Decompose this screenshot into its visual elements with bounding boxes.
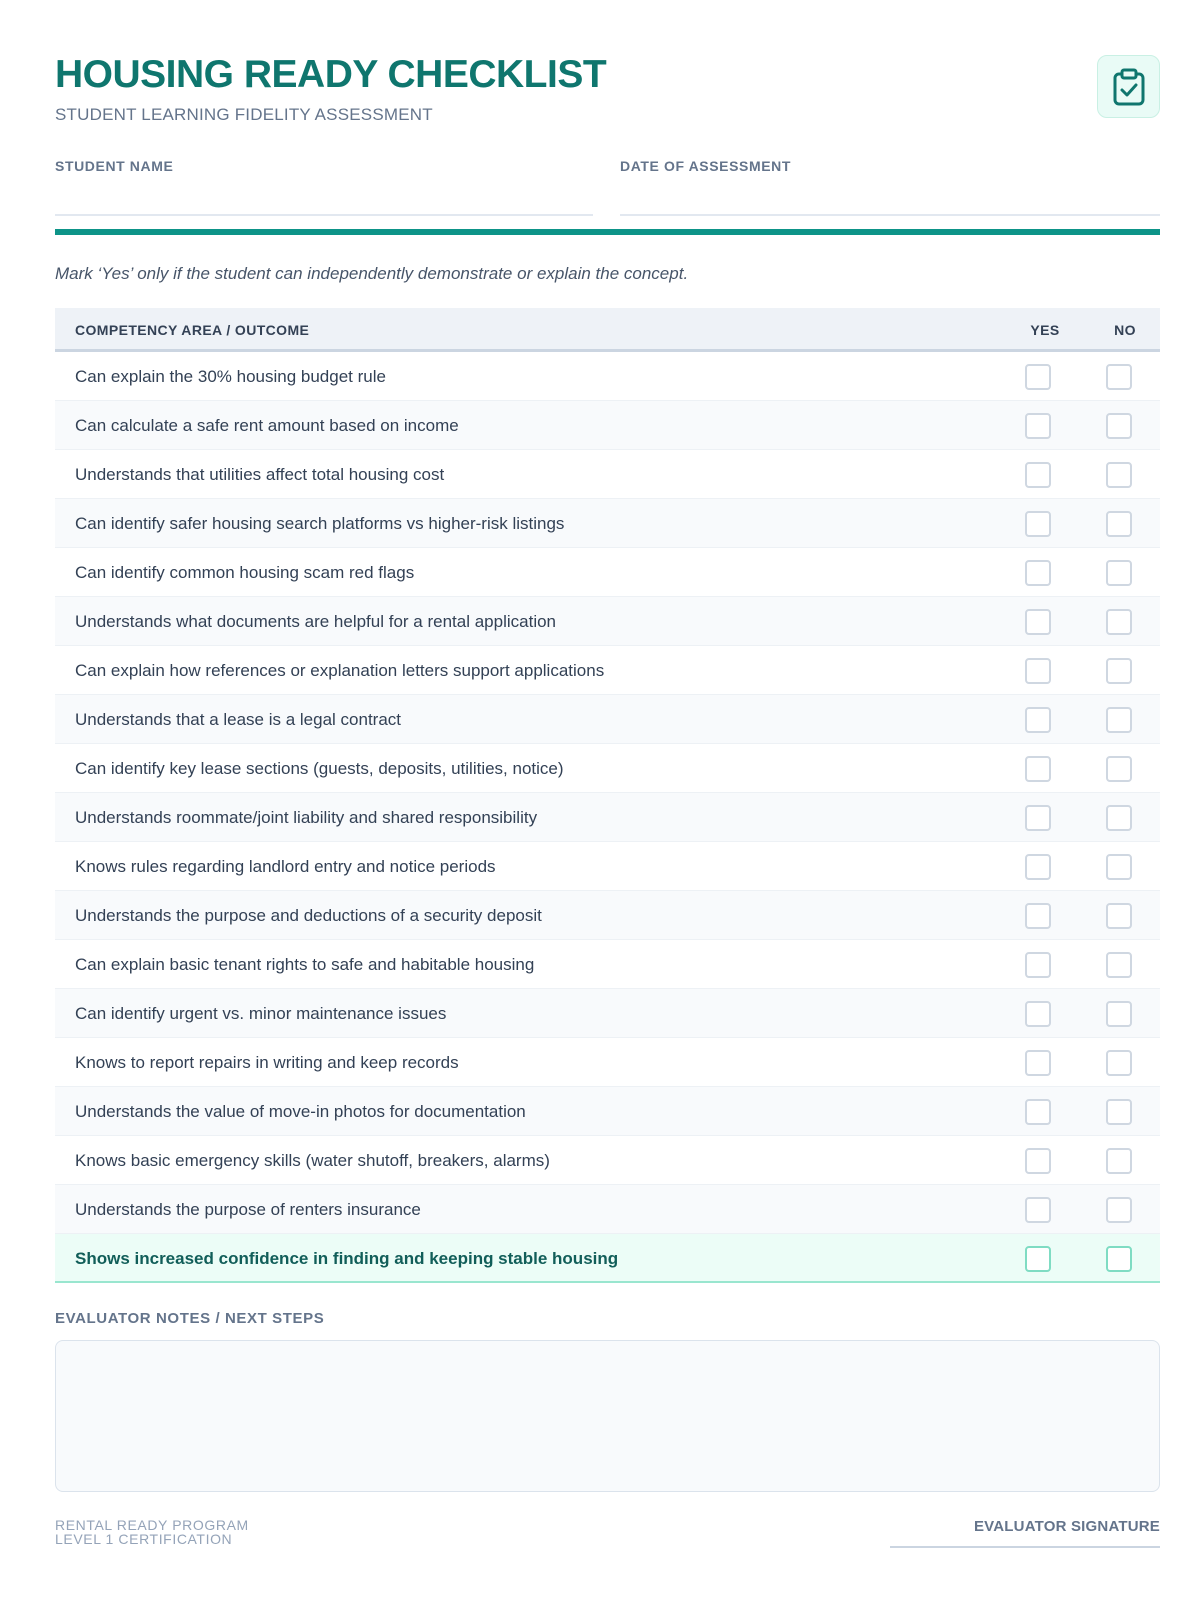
- table-row: [55, 352, 1160, 401]
- no-checkbox[interactable]: [1106, 1148, 1132, 1174]
- table-row: [55, 744, 1160, 793]
- competency-label: Knows rules regarding landlord entry and notice periods: [75, 857, 496, 876]
- yes-checkbox[interactable]: [1025, 413, 1051, 439]
- clipboard-check-icon: [1097, 55, 1160, 118]
- yes-checkbox[interactable]: [1025, 707, 1051, 733]
- table-row: [55, 646, 1160, 695]
- competency-label: Can identify urgent vs. minor maintenance issues: [75, 1004, 447, 1023]
- page-title: HOUSING READY CHECKLIST: [55, 53, 607, 96]
- table-header: [55, 308, 1160, 352]
- notes-textarea[interactable]: [55, 1340, 1160, 1492]
- competency-label: Understands roommate/joint liability and shared responsibility: [75, 808, 538, 827]
- evaluator-signature-line[interactable]: [890, 1546, 1160, 1548]
- no-checkbox[interactable]: [1106, 511, 1132, 537]
- competency-label: Can identify key lease sections (guests, deposits, utilities, notice): [75, 759, 564, 778]
- no-checkbox[interactable]: [1106, 1001, 1132, 1027]
- competency-label: Knows to report repairs in writing and keep records: [75, 1053, 459, 1072]
- evaluator-signature-label: EVALUATOR SIGNATURE: [973, 1518, 1160, 1535]
- competency-label: Understands the purpose of renters insurance: [75, 1200, 421, 1219]
- no-checkbox[interactable]: [1106, 1099, 1132, 1125]
- table-row: [55, 1185, 1160, 1234]
- yes-checkbox[interactable]: [1025, 609, 1051, 635]
- program-info: [55, 1518, 249, 1546]
- competency-label: Understands that a lease is a legal contract: [75, 710, 402, 729]
- table-row: [55, 989, 1160, 1038]
- no-checkbox[interactable]: [1106, 560, 1132, 586]
- table-row: [55, 597, 1160, 646]
- yes-checkbox[interactable]: [1025, 462, 1051, 488]
- competency-label: Can explain the 30% housing budget rule: [75, 367, 386, 386]
- competency-label: Can identify common housing scam red flags: [75, 563, 415, 582]
- table-row: [55, 450, 1160, 499]
- competency-label: Knows basic emergency skills (water shutoff, breakers, alarms): [75, 1151, 550, 1170]
- competency-label: Can calculate a safe rent amount based on income: [75, 416, 459, 435]
- table-row: [55, 891, 1160, 940]
- no-checkbox[interactable]: [1106, 903, 1132, 929]
- no-checkbox[interactable]: [1106, 364, 1132, 390]
- table-row: [55, 793, 1160, 842]
- program-level: LEVEL 1 CERTIFICATION: [55, 1531, 233, 1547]
- competency-label: Understands that utilities affect total housing cost: [75, 465, 445, 484]
- no-checkbox[interactable]: [1106, 707, 1132, 733]
- yes-checkbox[interactable]: [1025, 854, 1051, 880]
- column-header-yes: YES: [1030, 322, 1060, 338]
- table-row: [55, 842, 1160, 891]
- no-checkbox[interactable]: [1106, 1050, 1132, 1076]
- no-checkbox[interactable]: [1106, 413, 1132, 439]
- competency-label: Understands the value of move-in photos for documentation: [75, 1102, 526, 1121]
- yes-checkbox[interactable]: [1025, 1050, 1051, 1076]
- no-checkbox[interactable]: [1106, 462, 1132, 488]
- no-checkbox[interactable]: [1106, 658, 1132, 684]
- yes-checkbox[interactable]: [1025, 560, 1051, 586]
- table-row: [55, 1136, 1160, 1185]
- student-name-label: STUDENT NAME: [55, 158, 174, 174]
- yes-checkbox[interactable]: [1025, 952, 1051, 978]
- column-header-competency: COMPETENCY AREA / OUTCOME: [75, 322, 310, 338]
- competency-label: Can identify safer housing search platforms vs higher-risk listings: [75, 514, 565, 533]
- no-checkbox[interactable]: [1106, 854, 1132, 880]
- instructions-text: Mark ‘Yes’ only if the student can independently demonstrate or explain the concept.: [55, 264, 689, 283]
- yes-checkbox[interactable]: [1025, 805, 1051, 831]
- table-row: [55, 695, 1160, 744]
- program-name: RENTAL READY PROGRAM: [55, 1517, 249, 1533]
- yes-checkbox[interactable]: [1025, 903, 1051, 929]
- no-checkbox[interactable]: [1106, 1197, 1132, 1223]
- yes-checkbox[interactable]: [1025, 1001, 1051, 1027]
- table-row: [55, 940, 1160, 989]
- yes-checkbox[interactable]: [1025, 658, 1051, 684]
- table-row: [55, 499, 1160, 548]
- no-checkbox[interactable]: [1106, 1246, 1132, 1272]
- checklist-page: [55, 0, 1160, 1547]
- table-row: [55, 548, 1160, 597]
- page-subtitle: STUDENT LEARNING FIDELITY ASSESSMENT: [55, 105, 433, 124]
- date-of-assessment-field[interactable]: [620, 158, 1160, 216]
- yes-checkbox[interactable]: [1025, 756, 1051, 782]
- competency-label: Shows increased confidence in finding and keeping stable housing: [75, 1249, 619, 1268]
- student-name-field[interactable]: [55, 158, 593, 216]
- column-header-no: NO: [1114, 322, 1136, 338]
- yes-checkbox[interactable]: [1025, 511, 1051, 537]
- table-row: [55, 1038, 1160, 1087]
- competency-label: Can explain how references or explanation letters support applications: [75, 661, 605, 680]
- competency-label: Understands what documents are helpful for a rental application: [75, 612, 557, 631]
- section-divider: [55, 229, 1160, 235]
- date-of-assessment-label: DATE OF ASSESSMENT: [620, 158, 792, 174]
- header: [55, 0, 1160, 140]
- yes-checkbox[interactable]: [1025, 1148, 1051, 1174]
- notes-label: EVALUATOR NOTES / NEXT STEPS: [55, 1310, 325, 1327]
- table-row: [55, 1234, 1160, 1283]
- no-checkbox[interactable]: [1106, 609, 1132, 635]
- yes-checkbox[interactable]: [1025, 1197, 1051, 1223]
- competency-label: Understands the purpose and deductions of a security deposit: [75, 906, 542, 925]
- table-body: [55, 352, 1160, 1283]
- table-row: [55, 1087, 1160, 1136]
- yes-checkbox[interactable]: [1025, 1246, 1051, 1272]
- table-row: [55, 401, 1160, 450]
- student-info-fields: [55, 158, 1160, 218]
- no-checkbox[interactable]: [1106, 952, 1132, 978]
- competency-label: Can explain basic tenant rights to safe and habitable housing: [75, 955, 535, 974]
- yes-checkbox[interactable]: [1025, 1099, 1051, 1125]
- competency-table: [55, 308, 1160, 1283]
- no-checkbox[interactable]: [1106, 805, 1132, 831]
- no-checkbox[interactable]: [1106, 756, 1132, 782]
- yes-checkbox[interactable]: [1025, 364, 1051, 390]
